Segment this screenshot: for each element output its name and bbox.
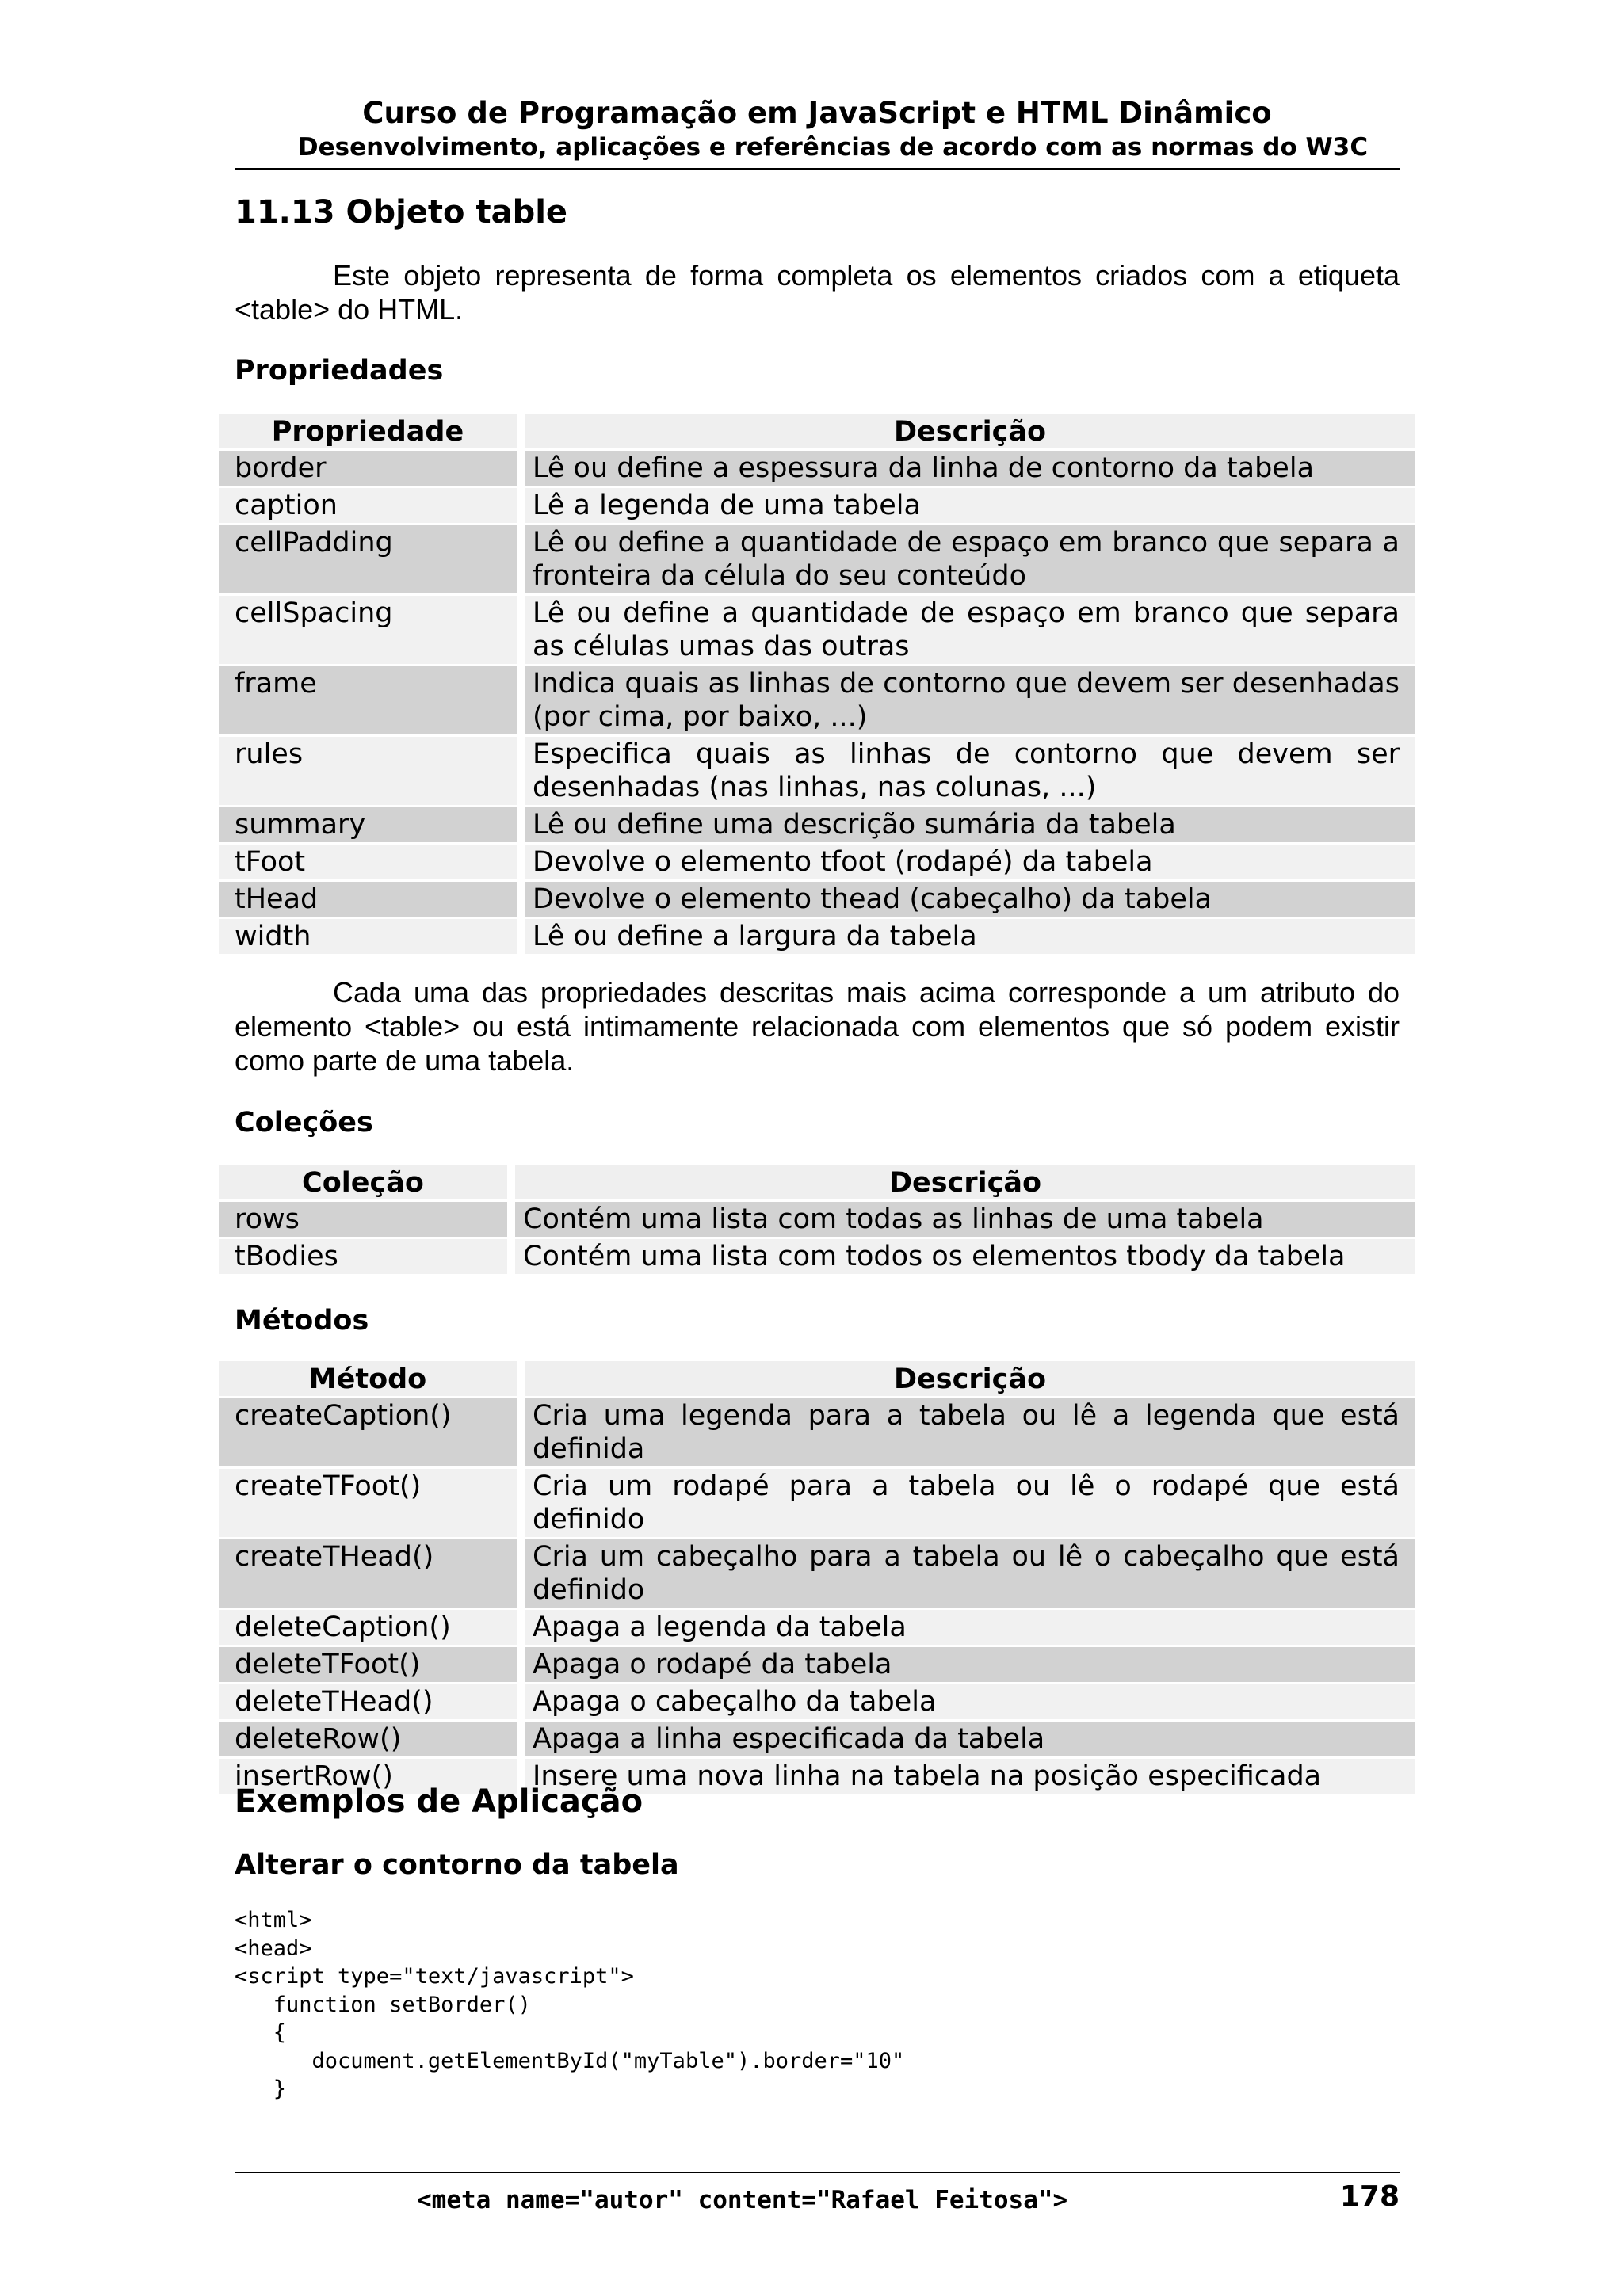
section-title: 11.13 Objeto table — [235, 194, 568, 231]
cell-name: tFoot — [219, 845, 517, 879]
cell-description: Lê ou define a espessura da linha de contorno da tabela — [517, 451, 1415, 486]
table-row — [219, 596, 1415, 664]
page-number: 178 — [1339, 2180, 1400, 2213]
cell-description: Devolve o elemento tfoot (rodapé) da tabela — [517, 845, 1415, 879]
table-row — [219, 1239, 1415, 1274]
examples-subheading: Alterar o contorno da tabela — [235, 1849, 679, 1881]
table-row — [219, 882, 1415, 917]
cell-description: Indica quais as linhas de contorno que devem ser desenhadas (por cima, por baixo, ...) — [517, 666, 1415, 734]
cell-name: summary — [219, 807, 517, 842]
table-row — [219, 1202, 1415, 1237]
cell-description: Cria um cabeçalho para a tabela ou lê o cabeçalho que está definido — [517, 1539, 1415, 1608]
cell-description: Apaga o rodapé da tabela — [517, 1647, 1415, 1682]
table-row — [219, 1647, 1415, 1682]
cell-description: Lê ou define a largura da tabela — [517, 919, 1415, 954]
footer-meta-tag: <meta name="autor" content="Rafael Feitosa"> — [417, 2186, 1068, 2214]
table-row — [219, 451, 1415, 486]
cell-description: Insere uma nova linha na tabela na posição especificada — [517, 1759, 1415, 1794]
cell-description: Apaga a legenda da tabela — [517, 1610, 1415, 1645]
cell-description: Especifica quais as linhas de contorno que devem ser desenhadas (nas linhas, nas colunas, ...) — [517, 737, 1415, 805]
cell-name: frame — [219, 666, 517, 734]
cell-name: deleteRow() — [219, 1722, 517, 1756]
cell-description: Lê ou define a quantidade de espaço em branco que separa as células umas das outras — [517, 596, 1415, 664]
collections-heading: Coleções — [235, 1107, 373, 1138]
header-subtitle: Desenvolvimento, aplicações e referências de acordo com as normas do W3C — [297, 133, 1369, 162]
cell-name: width — [219, 919, 517, 954]
page-header — [235, 95, 1400, 170]
cell-name: createTHead() — [219, 1539, 517, 1608]
cell-name: cellSpacing — [219, 596, 517, 664]
table-row — [219, 807, 1415, 842]
column-header-collection: Coleção — [219, 1165, 507, 1199]
methods-header-row — [219, 1361, 1415, 1396]
table-row — [219, 525, 1415, 593]
cell-name: rows — [219, 1202, 507, 1237]
cell-name: cellPadding — [219, 525, 517, 593]
cell-name: tHead — [219, 882, 517, 917]
collections-header-row — [219, 1165, 1415, 1199]
page-footer — [235, 2172, 1400, 2214]
column-header-description: Descrição — [507, 1165, 1415, 1199]
table-row — [219, 1398, 1415, 1466]
cell-description: Apaga o cabeçalho da tabela — [517, 1684, 1415, 1719]
cell-name: insertRow() — [219, 1759, 517, 1794]
examples-heading: Exemplos de Aplicação — [235, 1783, 643, 1820]
table-row — [219, 919, 1415, 954]
cell-name: deleteTHead() — [219, 1684, 517, 1719]
cell-name: deleteTFoot() — [219, 1647, 517, 1682]
cell-name: rules — [219, 737, 517, 805]
cell-description: Lê ou define a quantidade de espaço em branco que separa a fronteira da célula do seu conteúdo — [517, 525, 1415, 593]
cell-name: deleteCaption() — [219, 1610, 517, 1645]
table-row — [219, 1469, 1415, 1537]
cell-description: Cria um rodapé para a tabela ou lê o rodapé que está definido — [517, 1469, 1415, 1537]
cell-name: caption — [219, 488, 517, 523]
cell-description: Cria uma legenda para a tabela ou lê a legenda que está definida — [517, 1398, 1415, 1466]
properties-header-row — [219, 414, 1415, 448]
properties-table — [219, 411, 1415, 956]
methods-heading: Métodos — [235, 1305, 369, 1337]
table-row — [219, 1722, 1415, 1756]
cell-description: Lê a legenda de uma tabela — [517, 488, 1415, 523]
column-header-description: Descrição — [517, 1361, 1415, 1396]
table-row — [219, 1684, 1415, 1719]
table-row — [219, 1539, 1415, 1608]
table-row — [219, 666, 1415, 734]
cell-name: border — [219, 451, 517, 486]
table-row — [219, 488, 1415, 523]
cell-description: Apaga a linha especificada da tabela — [517, 1722, 1415, 1756]
collections-table — [219, 1162, 1415, 1276]
methods-table — [219, 1359, 1415, 1796]
cell-name: createCaption() — [219, 1398, 517, 1466]
table-row — [219, 737, 1415, 805]
cell-description: Contém uma lista com todas as linhas de uma tabela — [507, 1202, 1415, 1237]
properties-note: Cada uma das propriedades descritas mais acima corresponde a um atributo do elemento <table> ou está intimamente relacionada com elementos que só podem existir como parte de uma tabela. — [235, 976, 1400, 1077]
table-row — [219, 845, 1415, 879]
cell-description: Lê ou define uma descrição sumária da tabela — [517, 807, 1415, 842]
column-header-description: Descrição — [517, 414, 1415, 448]
table-row — [219, 1610, 1415, 1645]
column-header-method: Método — [219, 1361, 517, 1396]
properties-heading: Propriedades — [235, 355, 444, 387]
cell-name: createTFoot() — [219, 1469, 517, 1537]
cell-description: Devolve o elemento thead (cabeçalho) da tabela — [517, 882, 1415, 917]
header-title: Curso de Programação em JavaScript e HTML Dinâmico — [362, 96, 1272, 130]
code-listing: <html> <head> <script type="text/javascript"> function setBorder() { document.getElementById("myTable").border="10" } — [235, 1908, 905, 2101]
intro-paragraph: Este objeto representa de forma completa os elementos criados com a etiqueta <table> do HTML. — [235, 259, 1400, 326]
column-header-property: Propriedade — [219, 414, 517, 448]
cell-name: tBodies — [219, 1239, 507, 1274]
cell-description: Contém uma lista com todos os elementos tbody da tabela — [507, 1239, 1415, 1274]
